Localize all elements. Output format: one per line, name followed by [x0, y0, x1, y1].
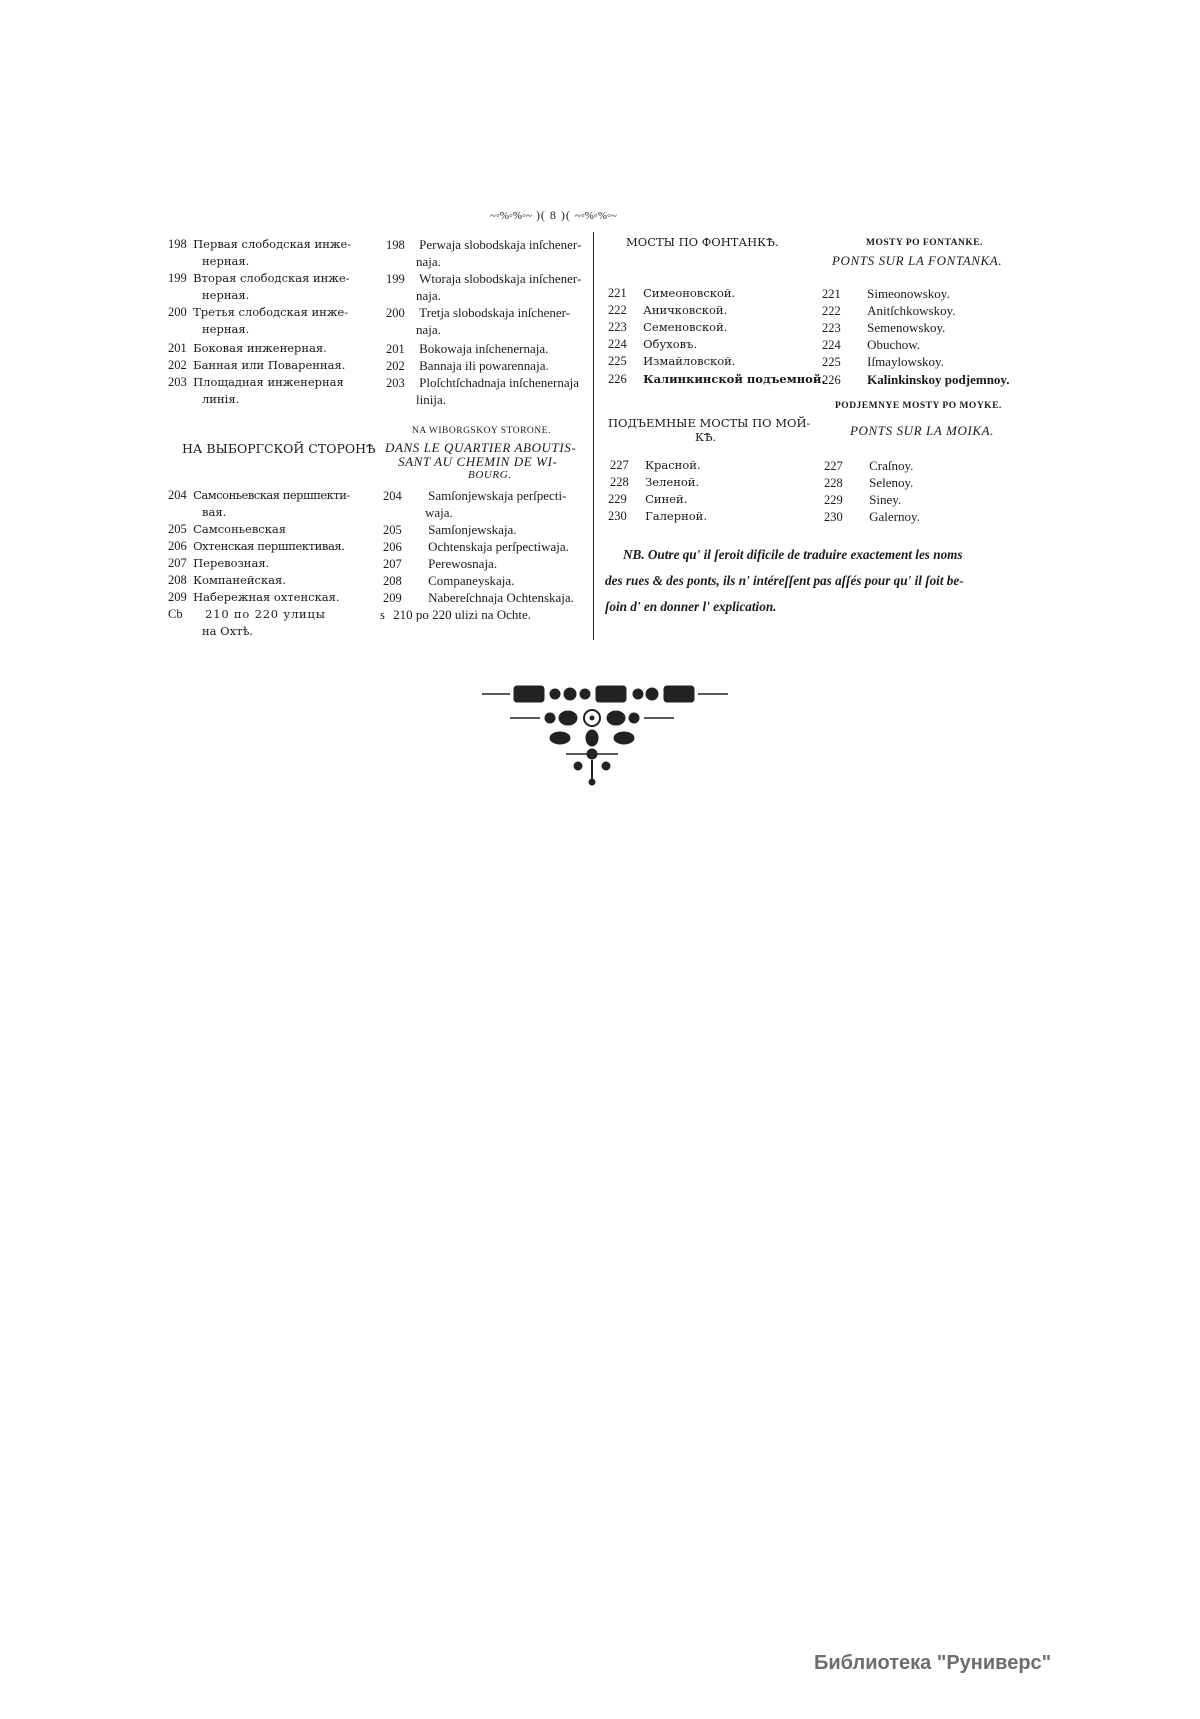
list-item: Cb 210 по 220 улицы	[168, 607, 326, 621]
list-item-lat: 227 Craſnoy.	[824, 458, 914, 473]
list-item-lat: 205 Samſonjewskaja.	[383, 522, 517, 537]
list-item-lat: 202 Bannaja ili powarennaja.	[386, 358, 549, 373]
list-item-lat-cont: naja.	[416, 254, 441, 269]
list-item: 202 Банная или Поваренная.	[168, 358, 346, 372]
list-item: 221 Симеоновской.	[608, 286, 736, 300]
tailpiece-ornament	[470, 680, 740, 790]
page-number: )( 8 )(	[535, 208, 571, 222]
section-heading-lat: MOSTY PO FONTANKE.	[866, 238, 983, 248]
list-item: 227 Красной.	[610, 458, 701, 472]
list-item: 226 Калинкинской подъемной.	[608, 372, 826, 386]
section-heading-lat: PODJEMNYE MOSTY PO MOYKE.	[835, 401, 1002, 411]
list-item-lat: 200 Tretja slobodskaja inſchener-	[386, 305, 571, 320]
list-item-lat: 225 Iſmaylowskoy.	[822, 354, 944, 369]
list-item: 198 Первая слободская инже-	[168, 237, 352, 251]
list-item-lat-cont: linija.	[416, 392, 446, 407]
list-item: 228 Зеленой.	[610, 475, 700, 489]
list-item-lat: 207 Perewosnaja.	[383, 556, 498, 571]
list-item-lat: 230 Galernoy.	[824, 509, 920, 524]
section-heading-ru: НА ВЫБОРГСКОЙ СТОРОНѢ	[182, 441, 376, 456]
section-heading-lat: NA WIBORGSKOY STORONE.	[412, 426, 551, 436]
list-item-lat: 223 Semenowskoy.	[822, 320, 946, 335]
nb-line: des rues & des ponts, ils n' intéreſſent pas aſſés pour qu' il ſoit be-	[605, 573, 964, 588]
section-heading-fr: BOURG.	[468, 469, 512, 481]
list-item: 200 Третья слободская инже-	[168, 305, 349, 319]
list-item-lat: 208 Companeyskaja.	[383, 573, 515, 588]
list-item: 229 Синей.	[608, 492, 688, 506]
list-item-cont: на Охтѣ.	[202, 624, 254, 638]
library-watermark: Библиотека "Руниверс"	[814, 1652, 1052, 1674]
list-item-lat: 206 Ochtenskaja perſpectiwaja.	[383, 539, 569, 554]
list-item: 224 Обуховъ.	[608, 337, 698, 351]
list-item-lat: 226 Kalinkinskoy podjemnoy.	[822, 372, 1010, 387]
list-item-lat: 221 Simeonowskoy.	[822, 286, 950, 301]
list-item-lat: 199 Wtoraja slobodskaja inſchener-	[386, 271, 582, 286]
list-item: 205 Самсоньевская	[168, 522, 287, 536]
section-heading-ru: ПОДЪЕМНЫЕ МОСТЫ ПО МОЙ-	[608, 416, 811, 430]
list-item: 207 Перевозная.	[168, 556, 270, 570]
list-item: 208 Компанейская.	[168, 573, 286, 587]
section-heading-fr: DANS LE QUARTIER ABOUTIS-	[385, 440, 577, 455]
list-item: 209 Набережная охтенская.	[168, 590, 340, 604]
list-item-cont: вая.	[202, 505, 227, 519]
nb-note	[605, 542, 1045, 620]
list-item: 199 Вторая слободская инже-	[168, 271, 350, 285]
list-item: 225 Измайловской.	[608, 354, 736, 368]
list-item: 222 Аничковской.	[608, 303, 728, 317]
section-heading-fr: SANT AU CHEMIN DE WI-	[398, 454, 558, 469]
section-heading-fr: PONTS SUR LA FONTANKA.	[832, 253, 1003, 268]
column-rule-left	[593, 232, 594, 640]
nb-line: NB. Outre qu' il ſeroit dificile de traduire exactement les noms	[623, 547, 963, 562]
list-item-lat: 203 Ploſchtſchadnaja inſchenernaja	[386, 375, 580, 390]
list-item-lat: 209 Naberеſchnaja Ochtenskaja.	[383, 590, 574, 605]
list-item-lat: s 210 po 220 ulizi na Ochte.	[380, 607, 532, 622]
list-item-cont: линія.	[202, 392, 240, 406]
list-item-lat-cont: waja.	[425, 505, 453, 520]
list-item-lat-cont: naja.	[416, 288, 441, 303]
list-item: 206 Охтенская першпективая.	[168, 539, 345, 553]
nb-line: ſoin d' en donner l' explication.	[605, 599, 777, 614]
list-item-lat: 222 Anitſchkowskoy.	[822, 303, 956, 318]
list-item-lat: 229 Siney.	[824, 492, 902, 507]
list-item: 204 Самсоньевская першпекти-	[168, 488, 350, 502]
section-heading-ru: МОСТЫ ПО ФОНТАНКѢ.	[626, 235, 779, 249]
page-header	[490, 208, 617, 223]
list-item-cont: нерная.	[202, 254, 250, 268]
section-heading-fr: PONTS SUR LA MOIKA.	[850, 423, 995, 438]
list-item-lat: 224 Obuchow.	[822, 337, 921, 352]
list-item: 203 Площадная инженерная	[168, 375, 344, 389]
list-item-cont: нерная.	[202, 322, 250, 336]
list-item: 201 Боковая инженерная.	[168, 341, 327, 355]
header-ornament-right: ~◦%◦%◦~	[574, 210, 617, 222]
list-item-lat: 198 Perwaja slobodskaja inſchener-	[386, 237, 582, 252]
list-item: 230 Галерной.	[608, 509, 707, 523]
section-heading-ru: КѢ.	[695, 430, 717, 444]
header-ornament-left: ~◦%◦%◦~	[490, 210, 532, 222]
list-item-cont: нерная.	[202, 288, 250, 302]
list-item-lat: 201 Bokowaja inſchenernaja.	[386, 341, 549, 356]
list-item-lat: 204 Samſonjewskaja perſpecti-	[383, 488, 567, 503]
list-item-lat: 228 Selenoy.	[824, 475, 914, 490]
list-item-lat-cont: naja.	[416, 322, 441, 337]
list-item: 223 Семеновской.	[608, 320, 728, 334]
